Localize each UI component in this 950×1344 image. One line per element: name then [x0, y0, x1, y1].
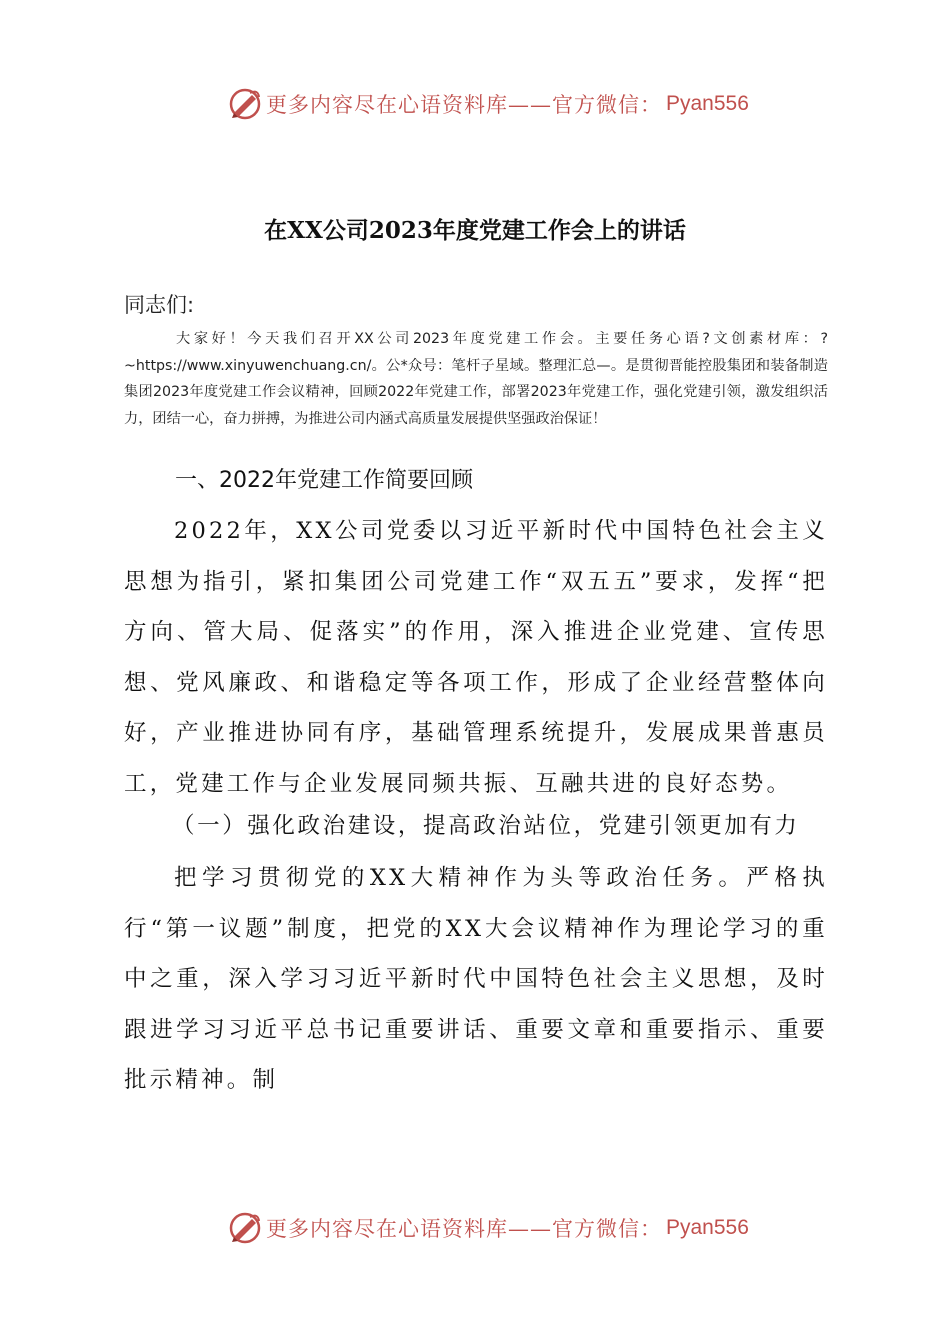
body-paragraph: 2022年，XX公司党委以习近平新时代中国特色社会主义思想为指引，紧扣集团公司党建工作“双五五”要求，发挥“把方向、管大局、促落实”的作用，深入推进企业党建、宣传思想、党风廉政、和谐稳定等各项工作，形成了企业经营整体向好，产业推进协同有序，基础管理系统提升，发展成果普惠员工，党建工作与企业发展同频共振、互融共进的良好态势。	[124, 518, 828, 797]
watermark-wechat-id: Pyan556	[666, 1216, 749, 1239]
pen-logo-icon	[228, 87, 262, 121]
watermark-text: 更多内容尽在心语资料库——官方微信：	[266, 1217, 662, 1241]
header-watermark-banner	[228, 86, 749, 122]
watermark-text: 更多内容尽在心语资料库——官方微信：	[266, 93, 662, 117]
pen-logo-icon	[228, 1211, 262, 1245]
intro-paragraph: 大家好！今天我们召开XX公司2023年度党建工作会。主要任务心语?文创素材库：?~https://www.xinyuwenchuang.cn/。公*众号：笔杆子星域。整理汇总—。是贯彻晋能控股集团和装备制造集团2023年度党建工作会议精神，回顾2022年党建工作，部署2023年党建工作，强化党建引领，激发组织活力，团结一心，奋力拼搏，为推进公司内涵式高质量发展提供坚强政治保证！	[124, 331, 828, 427]
subsection-heading: （一）强化政治建设，提高政治站位，党建引领更加有力	[172, 813, 800, 839]
footer-watermark-banner	[228, 1210, 749, 1246]
document-title: 在XX公司2023年度党建工作会上的讲话	[264, 217, 686, 244]
watermark-wechat-id: Pyan556	[666, 92, 749, 115]
body-paragraph: 把学习贯彻党的XX大精神作为头等政治任务。严格执行“第一议题”制度，把党的XX大会议精神作为理论学习的重中之重，深入学习习近平新时代中国特色社会主义思想，及时跟进学习习近平总书记重要讲话、重要文章和重要指示、重要批示精神。制	[124, 865, 828, 1093]
section-heading: 一、2022年党建工作简要回顾	[175, 468, 473, 493]
salutation: 同志们:	[124, 293, 195, 317]
